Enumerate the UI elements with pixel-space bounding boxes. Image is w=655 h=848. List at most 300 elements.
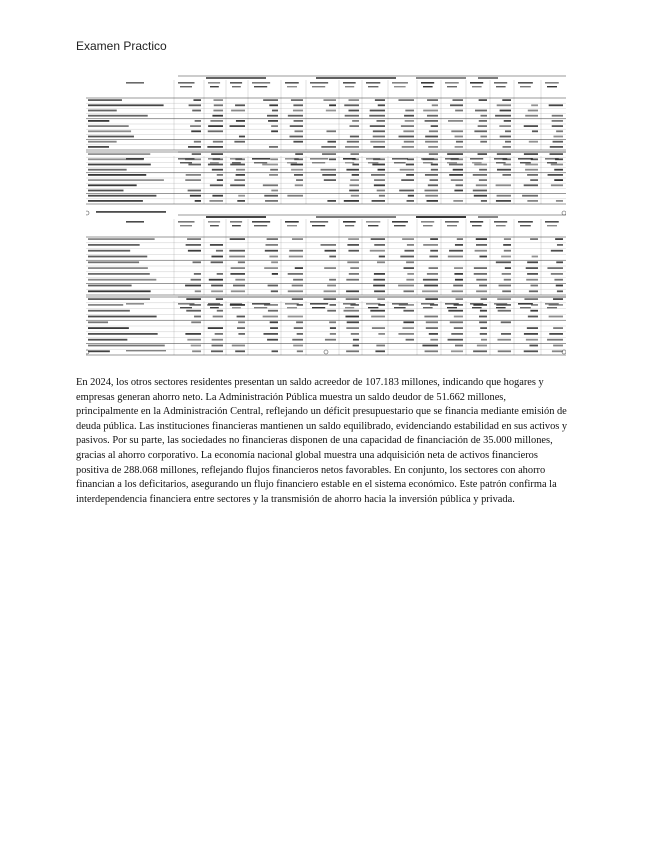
table-cell-value	[330, 333, 336, 335]
table-cell-value	[554, 169, 563, 171]
table-cell-value	[504, 238, 511, 240]
table-cell-value	[324, 267, 336, 269]
table-cell-value	[237, 316, 245, 318]
analysis-paragraph: En 2024, los otros sectores residentes presentan un saldo acreedor de 107.183 millones, indicando que hogares y empresas generan ahorro neto. La Administración Pública muestra un saldo deudor de 51.662 millones, principalmente en la Administración Central, reflejando un déficit presupuestario que se financia mediante emisión de deuda pública. Las instituciones financieras mantienen un saldo equilibrado, evidenciando estabilidad en sus activos y pasivos. Por su parte, las sociedades no financieras disponen de una capacidad de financiación de 35.000 millones, gracias al ahorro corporativo. La economía nacional global muestra una adquisición neta de activos financieros positiva de 288.068 millones, reflejando flujos financieros netos favorables. En conjunto, los sectores con ahorro financian a los deficitarios, asegurando un flujo financiero estable en el sistema económico. Este patrón confirma la interdependencia financiera entre sectores y la transmisión de ahorro hacia la inversión pública y privada.	[76, 377, 568, 505]
table-cell-value	[264, 304, 278, 306]
table-cell-value	[372, 200, 385, 202]
table-cell-value	[208, 130, 223, 132]
table-cell-value	[207, 146, 223, 148]
table-row-label	[88, 169, 127, 171]
table-cell-value	[195, 290, 201, 292]
table-cell-value	[455, 279, 463, 281]
table-cell-value	[555, 238, 563, 240]
table-cell-value	[479, 316, 487, 318]
table-cell-value	[349, 190, 359, 192]
table-cell-value	[551, 184, 563, 186]
table-cell-value	[330, 327, 336, 329]
table-row-label	[88, 130, 131, 132]
table-cell-value	[271, 130, 278, 132]
table-cell-value	[322, 174, 336, 176]
table-cell-value	[530, 179, 538, 181]
table-cell-value	[293, 345, 303, 347]
table-column-heading	[421, 221, 434, 223]
table-cell-value	[216, 298, 223, 300]
table-cell-value	[212, 115, 223, 117]
table-cell-value	[209, 200, 223, 202]
table-cell-value	[405, 110, 414, 112]
table-cell-value	[263, 333, 278, 335]
table-cell-value	[502, 174, 511, 176]
table-column-heading	[392, 82, 408, 84]
table-cell-value	[270, 169, 278, 171]
table-cell-value	[531, 104, 538, 106]
table-cell-value	[429, 153, 438, 155]
table-caption	[96, 211, 166, 213]
table-cell-value	[454, 327, 463, 329]
table-cell-value	[398, 333, 414, 335]
table-cell-value	[350, 179, 359, 181]
table-cell-value	[549, 333, 563, 335]
table-cell-value	[504, 120, 511, 122]
table-column-heading	[310, 221, 328, 223]
table-cell-value	[425, 195, 438, 197]
table-cell-value	[230, 164, 245, 166]
table-cell-value	[327, 200, 336, 202]
table-cell-value	[406, 174, 414, 176]
table-cell-value	[292, 298, 303, 300]
table-column-heading	[312, 162, 325, 163]
table-cell-value	[423, 279, 438, 281]
table-cell-value	[524, 184, 538, 186]
table-cell-value	[326, 130, 336, 132]
table-cell-value	[230, 184, 245, 186]
table-cell-value	[530, 238, 538, 240]
table-cell-value	[211, 285, 223, 287]
table-cell-value	[346, 298, 359, 300]
table-column-heading	[447, 307, 457, 308]
table-column-heading	[180, 307, 192, 308]
table-cell-value	[272, 273, 278, 275]
table-cell-value	[236, 174, 245, 176]
table-cell-value	[351, 333, 359, 335]
table-cell-value	[556, 200, 563, 202]
table-cell-value	[451, 179, 463, 181]
table-cell-value	[479, 285, 487, 287]
table-cell-value	[503, 164, 511, 166]
table-cell-value	[403, 130, 414, 132]
table-cell-value	[209, 279, 223, 281]
table-row-label	[88, 110, 117, 112]
table-cell-value	[428, 146, 438, 148]
table-cell-value	[429, 256, 438, 258]
table-cell-value	[527, 273, 538, 275]
table-column-heading	[368, 307, 378, 308]
table-cell-value	[430, 238, 438, 240]
table-cell-value	[448, 339, 463, 341]
table-row-label	[88, 290, 151, 292]
table-cell-value	[370, 125, 385, 127]
table-cell-value	[369, 115, 385, 117]
table-cell-value	[497, 339, 511, 341]
table-cell-value	[296, 321, 303, 323]
table-cell-value	[532, 130, 538, 132]
table-column-heading	[470, 158, 483, 160]
table-cell-value	[264, 195, 278, 197]
table-cell-value	[480, 333, 487, 335]
table-column-heading	[232, 225, 241, 226]
table-column-heading	[472, 86, 482, 87]
table-cell-value	[425, 350, 438, 352]
table-cell-value	[231, 110, 245, 112]
table-cell-value	[406, 339, 414, 341]
table-row-label	[88, 298, 150, 300]
table-cell-value	[448, 120, 463, 122]
table-cell-value	[447, 153, 463, 155]
table-cell-value	[402, 146, 414, 148]
table-cell-value	[526, 267, 538, 269]
table-cell-value	[292, 238, 303, 240]
table-cell-value	[370, 141, 385, 143]
table-cell-value	[236, 120, 245, 122]
table-row-label	[88, 345, 165, 347]
table-cell-value	[268, 310, 278, 312]
table-column-heading	[252, 158, 270, 160]
table-cell-value	[496, 304, 511, 306]
table-column-heading	[232, 86, 241, 87]
table-cell-value	[217, 179, 223, 181]
table-cell-value	[426, 321, 438, 323]
table-cell-value	[554, 279, 563, 281]
table-cell-value	[427, 200, 438, 202]
table-cell-value	[497, 104, 511, 106]
table-cell-value	[505, 267, 511, 269]
table-cell-value	[476, 290, 487, 292]
table-cell-value	[353, 345, 359, 347]
table-column-heading	[210, 86, 219, 87]
image-frame-handle	[562, 211, 566, 215]
table-cell-value	[528, 316, 538, 318]
table-cell-value	[327, 141, 336, 143]
table-cell-value	[407, 158, 414, 160]
table-cell-value	[263, 99, 278, 101]
table-row-label	[88, 184, 137, 186]
table-cell-value	[479, 321, 487, 323]
table-cell-value	[453, 200, 463, 202]
table-row-label	[88, 146, 109, 148]
table-column-heading	[368, 225, 378, 226]
table-cell-value	[217, 174, 223, 176]
table-cell-value	[474, 130, 487, 132]
table-cell-value	[294, 327, 303, 329]
table-cell-value	[230, 273, 245, 275]
table-column-heading	[494, 82, 507, 84]
table-column-heading	[312, 225, 325, 226]
table-cell-value	[403, 310, 414, 312]
table-cell-value	[399, 304, 414, 306]
table-column-heading	[494, 221, 507, 223]
table-column-heading	[447, 86, 457, 87]
table-column-heading	[472, 225, 482, 226]
table-cell-value	[345, 146, 359, 148]
table-cell-value	[374, 244, 385, 246]
table-cell-value	[474, 273, 487, 275]
table-cell-value	[230, 238, 245, 240]
table-group-heading	[316, 77, 396, 79]
table-cell-value	[376, 345, 385, 347]
table-cell-value	[348, 238, 359, 240]
table-cell-value	[407, 273, 414, 275]
table-cell-value	[503, 244, 511, 246]
table-column-heading	[470, 82, 483, 84]
table-cell-value	[269, 104, 278, 106]
table-cell-value	[455, 345, 463, 347]
table-column-heading	[178, 221, 195, 223]
table-cell-value	[297, 350, 303, 352]
table-cell-value	[297, 304, 303, 306]
table-cell-value	[549, 304, 563, 306]
table-column-heading	[423, 307, 433, 308]
table-cell-value	[191, 279, 201, 281]
table-cell-value	[379, 195, 385, 197]
table-cell-value	[452, 99, 463, 101]
table-cell-value	[232, 345, 245, 347]
table-column-heading	[447, 162, 457, 163]
table-cell-value	[480, 141, 487, 143]
table-cell-value	[271, 125, 278, 127]
table-column-heading	[345, 162, 354, 163]
table-row-label	[88, 350, 110, 352]
table-column-heading	[208, 82, 220, 84]
table-cell-value	[327, 310, 336, 312]
table-column-heading	[287, 86, 297, 87]
table-cell-value	[289, 250, 303, 252]
table-column-heading	[447, 225, 457, 226]
table-cell-value	[502, 99, 511, 101]
table-cell-value	[422, 158, 438, 160]
table-cell-value	[212, 345, 223, 347]
table-cell-value	[424, 316, 438, 318]
table-cell-value	[454, 190, 463, 192]
table-row-label	[88, 153, 150, 155]
table-cell-value	[352, 174, 359, 176]
table-cell-value	[425, 141, 438, 143]
table-cell-value	[189, 104, 201, 106]
table-cell-value	[329, 321, 336, 323]
table-cell-value	[378, 169, 385, 171]
table-cell-value	[329, 158, 336, 160]
table-cell-value	[524, 350, 538, 352]
table-cell-value	[527, 200, 538, 202]
table-cell-value	[207, 304, 223, 306]
table-cell-value	[430, 250, 438, 252]
table-cell-value	[502, 273, 511, 275]
table-cell-value	[379, 256, 385, 258]
table-cell-value	[188, 250, 201, 252]
table-cell-value	[448, 256, 463, 258]
table-cell-value	[499, 285, 511, 287]
table-cell-value	[480, 136, 487, 138]
table-row-label	[88, 316, 157, 318]
table-column-heading	[254, 162, 267, 163]
table-column-heading	[310, 158, 328, 160]
table-cell-value	[287, 195, 303, 197]
table-cell-value	[231, 290, 245, 292]
table-column-heading	[178, 82, 195, 84]
table-cell-value	[479, 120, 487, 122]
table-cell-value	[406, 261, 414, 263]
table-column-heading	[520, 307, 531, 308]
table-cell-value	[213, 110, 223, 112]
table-cell-value	[425, 120, 438, 122]
table-group-heading	[478, 216, 498, 218]
table-cell-value	[268, 120, 278, 122]
table-cell-value	[325, 339, 336, 341]
table-cell-value	[404, 141, 414, 143]
table-cell-value	[346, 169, 359, 171]
table-column-heading	[254, 307, 267, 308]
table-cell-value	[497, 153, 511, 155]
table-cell-value	[349, 184, 359, 186]
table-cell-value	[374, 290, 385, 292]
table-cell-value	[479, 169, 487, 171]
table-cell-value	[553, 345, 563, 347]
table-cell-value	[503, 146, 511, 148]
table-cell-value	[288, 290, 303, 292]
table-cell-value	[236, 169, 245, 171]
table-cell-value	[271, 261, 278, 263]
table-cell-value	[235, 104, 245, 106]
table-cell-value	[186, 244, 201, 246]
table-cell-value	[347, 261, 359, 263]
table-cell-value	[371, 316, 385, 318]
table-cell-value	[425, 174, 438, 176]
table-cell-value	[295, 267, 303, 269]
table-cell-value	[374, 273, 385, 275]
table-cell-value	[289, 256, 303, 258]
table-column-heading	[368, 86, 378, 87]
table-cell-value	[344, 104, 359, 106]
table-column-heading	[394, 162, 406, 163]
table-column-heading	[254, 225, 267, 226]
table-cell-value	[455, 136, 463, 138]
table-cell-value	[448, 310, 463, 312]
table-cell-value	[267, 238, 278, 240]
table-cell-value	[551, 273, 563, 275]
table-cell-value	[229, 250, 245, 252]
table-cell-value	[500, 136, 511, 138]
table-cell-value	[553, 136, 563, 138]
table-cell-value	[553, 327, 563, 329]
table-cell-value	[399, 136, 414, 138]
table-cell-value	[191, 345, 201, 347]
table-cell-value	[404, 267, 414, 269]
table-row-label	[88, 285, 132, 287]
table-cell-value	[193, 99, 201, 101]
table-cell-value	[291, 169, 303, 171]
table-cell-value	[429, 333, 438, 335]
table-cell-value	[192, 350, 201, 352]
table-cell-value	[352, 120, 359, 122]
table-cell-value	[185, 333, 201, 335]
table-row-label	[88, 99, 122, 101]
table-cell-value	[495, 115, 511, 117]
table-cell-value	[292, 285, 303, 287]
table-row-label	[88, 136, 134, 138]
table-cell-value	[425, 136, 438, 138]
table-column-heading	[345, 225, 354, 226]
table-cell-value	[478, 153, 487, 155]
table-cell-value	[347, 321, 359, 323]
table-cell-value	[376, 120, 385, 122]
table-cell-value	[456, 184, 463, 186]
table-cell-value	[551, 164, 563, 166]
table-cell-value	[293, 141, 303, 143]
table-row-label	[88, 164, 151, 166]
table-group-heading	[416, 77, 466, 79]
table-cell-value	[454, 304, 463, 306]
table-row-label	[88, 174, 146, 176]
table-cell-value	[344, 310, 359, 312]
table-cell-value	[267, 115, 278, 117]
table-cell-value	[552, 120, 563, 122]
table-row-label	[88, 115, 148, 117]
table-cell-value	[556, 261, 563, 263]
table-cell-value	[422, 345, 438, 347]
table-cell-value	[477, 345, 487, 347]
table-cell-value	[474, 267, 487, 269]
table-cell-value	[427, 273, 438, 275]
table-cell-value	[453, 285, 463, 287]
table-cell-value	[295, 130, 303, 132]
table-cell-value	[529, 345, 538, 347]
table-row-label	[88, 200, 143, 202]
table-cell-value	[185, 179, 201, 181]
table-cell-value	[270, 321, 278, 323]
table-cell-value	[216, 250, 223, 252]
table-cell-value	[497, 195, 511, 197]
table-cell-value	[530, 310, 538, 312]
table-cell-value	[524, 298, 538, 300]
table-cell-value	[294, 174, 303, 176]
table-cell-value	[210, 244, 223, 246]
table-column-heading	[345, 86, 354, 87]
table-header-label	[126, 221, 144, 223]
table-cell-value	[450, 104, 463, 106]
table-row-label	[88, 321, 108, 323]
table-cell-value	[267, 339, 278, 341]
table-cell-value	[186, 310, 201, 312]
table-cell-value	[550, 153, 563, 155]
table-cell-value	[327, 285, 336, 287]
table-row-label	[88, 256, 147, 258]
table-group-heading	[206, 77, 266, 79]
table-cell-value	[186, 298, 201, 300]
table-column-heading	[180, 225, 192, 226]
table-cell-value	[235, 350, 245, 352]
table-cell-value	[427, 99, 438, 101]
image-frame-handle	[86, 211, 89, 215]
table-cell-value	[238, 195, 245, 197]
table-cell-value	[208, 164, 223, 166]
table-cell-value	[348, 250, 359, 252]
table-cell-value	[188, 146, 201, 148]
table-cell-value	[372, 327, 385, 329]
table-row-label	[88, 195, 156, 197]
table-cell-value	[553, 298, 563, 300]
table-cell-value	[212, 169, 223, 171]
table-cell-value	[187, 238, 201, 240]
table-cell-value	[480, 310, 487, 312]
